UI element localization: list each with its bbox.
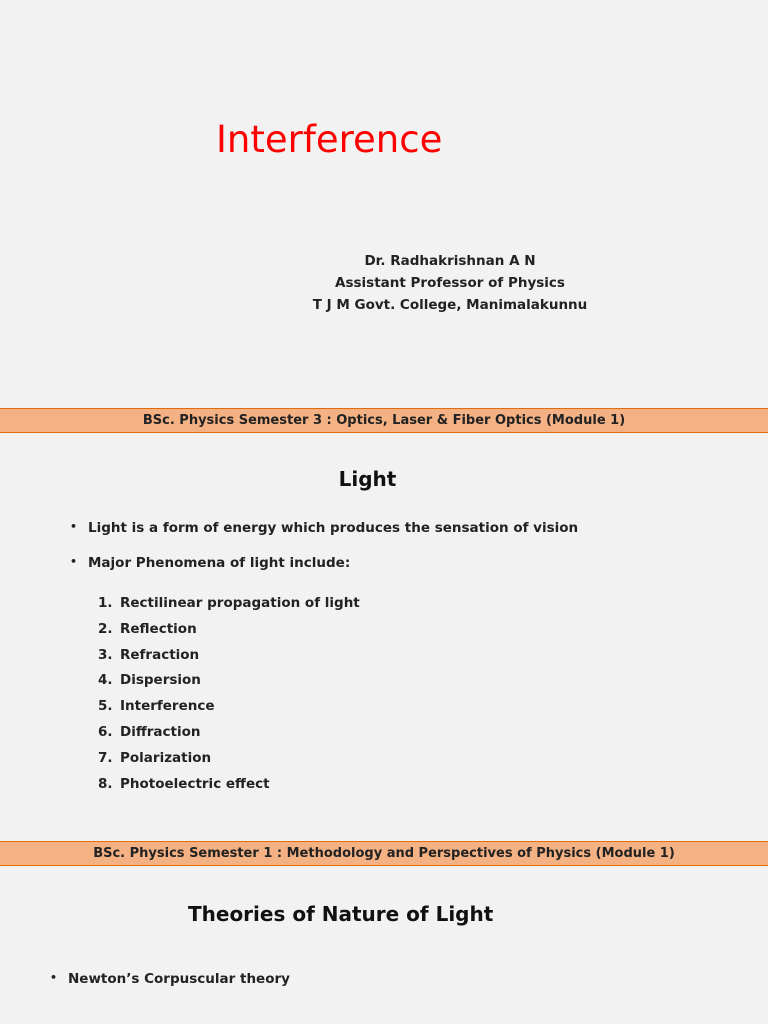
- item-text: Refraction: [120, 646, 200, 663]
- theories-slide: [0, 866, 768, 1024]
- item-number: 2.: [98, 620, 113, 637]
- list-item: [98, 672, 360, 698]
- course-footer-banner: BSc. Physics Semester 1 : Methodology and Perspectives of Physics (Module 1): [0, 841, 768, 866]
- item-text: Rectilinear propagation of light: [120, 595, 360, 611]
- list-item: [70, 520, 578, 555]
- item-number: 8.: [98, 775, 113, 792]
- author-position: Assistant Professor of Physics: [335, 275, 565, 291]
- item-text: Reflection: [120, 620, 197, 637]
- author-name: Dr. Radhakrishnan A N: [364, 253, 536, 269]
- light-slide: [0, 433, 768, 841]
- list-item: [98, 595, 360, 621]
- item-text: Polarization: [120, 749, 212, 766]
- bullet-icon: •: [50, 971, 58, 984]
- list-item: [98, 621, 360, 647]
- course-footer-banner: BSc. Physics Semester 3 : Optics, Laser & Fiber Optics (Module 1): [0, 408, 768, 433]
- bullet-icon: •: [70, 520, 78, 533]
- slide-title: Interference: [216, 118, 443, 161]
- slide-heading: Theories of Nature of Light: [188, 902, 494, 926]
- bullet-text: Major Phenomena of light include:: [88, 555, 351, 571]
- list-item: [50, 971, 290, 987]
- list-item: [98, 647, 360, 673]
- item-number: 1.: [98, 595, 113, 611]
- item-number: 6.: [98, 723, 113, 740]
- item-number: 7.: [98, 749, 113, 766]
- item-number: 4.: [98, 672, 113, 689]
- author-institution: T J M Govt. College, Manimalakunnu: [312, 297, 588, 313]
- bullet-list: [70, 520, 578, 590]
- slide-heading: Light: [338, 467, 397, 491]
- list-item: [98, 698, 360, 724]
- list-item: [98, 776, 360, 802]
- phenomena-list: [98, 595, 360, 801]
- author-info: [250, 250, 650, 316]
- item-text: Dispersion: [120, 672, 201, 689]
- bullet-icon: •: [70, 555, 78, 568]
- bullet-text: Newton’s Corpuscular theory: [68, 971, 290, 987]
- item-text: Diffraction: [120, 723, 201, 740]
- bullet-list: [50, 971, 290, 987]
- item-number: 5.: [98, 698, 113, 715]
- list-item: [70, 555, 578, 590]
- bullet-text: Light is a form of energy which produces the sensation of vision: [88, 520, 579, 536]
- item-text: Photoelectric effect: [120, 775, 270, 792]
- list-item: [98, 724, 360, 750]
- title-slide: [0, 0, 768, 408]
- item-number: 3.: [98, 646, 113, 663]
- list-item: [98, 750, 360, 776]
- item-text: Interference: [120, 698, 215, 715]
